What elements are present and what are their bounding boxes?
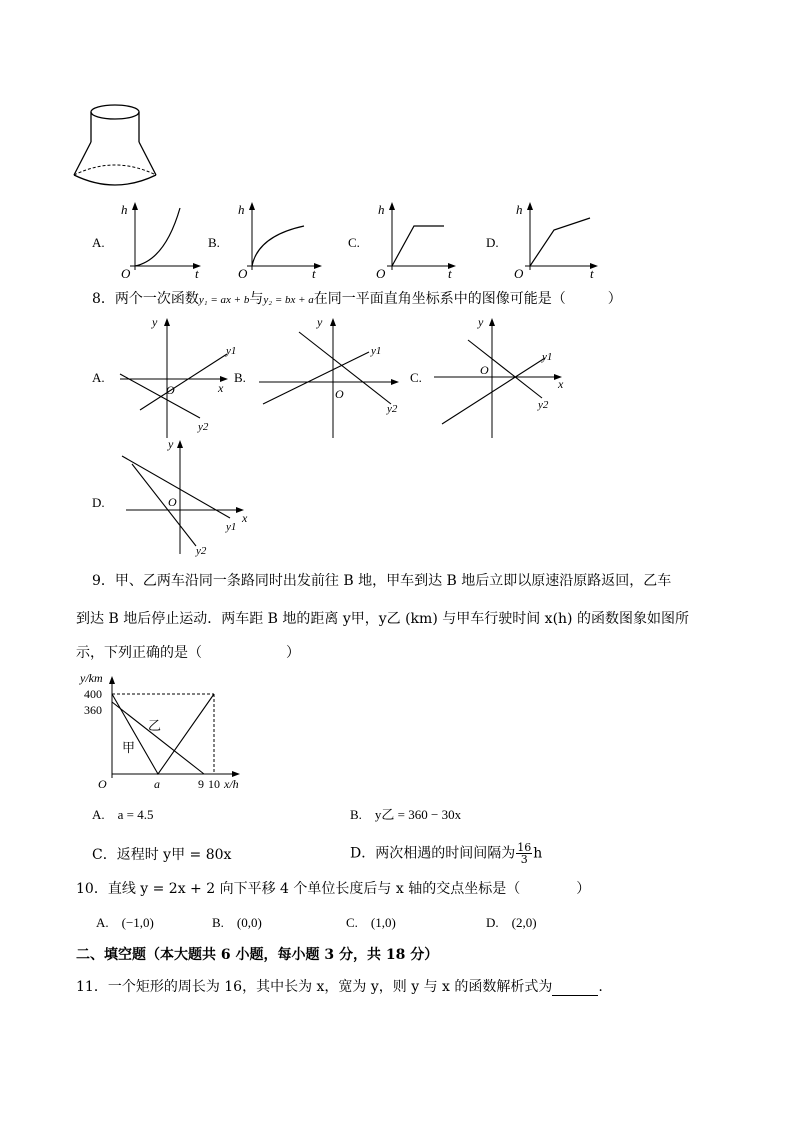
- q8-stem: [92, 290, 622, 309]
- q7-c-o: O: [376, 266, 386, 280]
- q9-y400: 400: [84, 687, 102, 701]
- q7-graph-c: [372, 198, 462, 280]
- q8-graph-b: [255, 312, 415, 440]
- q7-option-d-letter[interactable]: D.: [486, 235, 499, 250]
- q7-a-t: t: [195, 266, 199, 280]
- vessel-figure: [70, 100, 160, 190]
- q7-d-o: O: [514, 266, 524, 280]
- q7-graph-b: [232, 198, 327, 280]
- q8-prefix: 8．两个一次函数: [92, 291, 199, 307]
- q9-option-d[interactable]: D．两次相遇的时间间隔为 $\frac{16}{3}$ h: [350, 841, 543, 866]
- q9-ylabel: y/km: [80, 671, 103, 685]
- svg-text:y: y: [168, 437, 174, 451]
- q8-option-a-letter[interactable]: A.: [92, 370, 105, 385]
- svg-text:y: y: [317, 315, 323, 329]
- q9-line3: 示，下列正确的是（ ）: [76, 645, 300, 661]
- q9-option-a[interactable]: A. a = 4.5: [92, 807, 154, 822]
- q10-stem: 10．直线 y = 2x + 2 向下平移 4 个单位长度后与 x 轴的交点坐标是（ ）: [76, 881, 591, 897]
- q11-answer-blank[interactable]: [552, 981, 598, 996]
- q9-label-jia: 甲: [122, 740, 136, 755]
- q8-option-c-letter[interactable]: C.: [410, 370, 422, 385]
- q7-b-h: h: [238, 202, 245, 217]
- svg-text:y1: y1: [371, 345, 382, 357]
- q9-graph: [76, 668, 256, 793]
- q8-f2: y₂ = bx + a: [263, 294, 314, 306]
- q8-mid: 与: [249, 291, 264, 307]
- svg-text:x: x: [218, 381, 224, 395]
- q7-c-t: t: [448, 266, 452, 280]
- q7-d-h: h: [516, 202, 523, 217]
- svg-text:O: O: [335, 387, 344, 401]
- q10-option-a[interactable]: A. (−1,0): [96, 915, 154, 930]
- q10-option-d[interactable]: D. (2,0): [486, 915, 537, 930]
- q9-xa: a: [154, 777, 160, 791]
- q9-option-d-fraction: $\frac{16}{3}$: [517, 841, 532, 866]
- q9-x10: 10: [208, 777, 220, 791]
- svg-text:O: O: [168, 495, 177, 509]
- svg-text:O: O: [480, 363, 489, 377]
- svg-text:y2: y2: [198, 421, 209, 433]
- q9-label-yi: 乙: [148, 718, 162, 733]
- q9-line2: 到达 B 地后停止运动．两车距 B 地的距离 y甲，y乙 (km) 与甲车行驶时间 x(h) 的函数图象如图所: [76, 611, 689, 627]
- q9-option-c[interactable]: C．返程时 y甲 = 80x: [92, 847, 232, 863]
- q8-graph-a: [112, 312, 247, 440]
- svg-text:y: y: [478, 315, 484, 329]
- svg-text:x: x: [558, 377, 564, 391]
- q7-b-t: t: [312, 266, 316, 280]
- q9-origin: O: [98, 777, 107, 791]
- q7-option-a-letter[interactable]: A.: [92, 235, 105, 250]
- section-2-heading: 二、填空题（本大题共 6 小题，每小题 3 分，共 18 分）: [76, 947, 439, 963]
- svg-text:y1: y1: [226, 521, 237, 533]
- q8-graph-d: [112, 434, 257, 560]
- q9-line1: 9．甲、乙两车沿同一条路同时出发前往 B 地，甲车到达 B 地后立即以原速沿原路返回，乙车: [92, 573, 672, 589]
- svg-text:y1: y1: [226, 345, 237, 357]
- q10-option-b[interactable]: B. (0,0): [212, 915, 262, 930]
- q8-suffix: 在同一平面直角坐标系中的图像可能是（ ）: [313, 291, 622, 307]
- q8-graph-c: [430, 312, 580, 440]
- q9-y360: 360: [84, 703, 102, 717]
- q8-option-b-letter[interactable]: B.: [234, 370, 246, 385]
- svg-text:y2: y2: [387, 403, 398, 415]
- q8-option-d-letter[interactable]: D.: [92, 495, 105, 510]
- q7-a-o: O: [121, 266, 131, 280]
- q7-d-t: t: [590, 266, 594, 280]
- q7-option-c-letter[interactable]: C.: [348, 235, 360, 250]
- svg-text:y2: y2: [196, 545, 207, 557]
- q9-x9: 9: [198, 777, 204, 791]
- q11-text: 11．一个矩形的周长为 16，其中长为 x，宽为 y，则 y 与 x 的函数解析式为: [76, 979, 553, 995]
- q10-option-c[interactable]: C. (1,0): [346, 915, 396, 930]
- svg-text:x: x: [242, 511, 248, 525]
- q7-option-b-letter[interactable]: B.: [208, 235, 220, 250]
- q7-b-o: O: [238, 266, 248, 280]
- q7-a-h: h: [121, 202, 128, 217]
- q7-c-h: h: [378, 202, 385, 217]
- q9-xlabel: x/h: [224, 777, 239, 791]
- q11: 11．一个矩形的周长为 16，其中长为 x，宽为 y，则 y 与 x 的函数解析式为 .: [76, 979, 603, 995]
- svg-text:y: y: [152, 315, 158, 329]
- q8-f1: y₁ = ax + b: [198, 294, 250, 306]
- svg-text:y1: y1: [542, 351, 553, 363]
- svg-text:y2: y2: [538, 399, 549, 411]
- svg-text:O: O: [166, 383, 175, 397]
- q9-option-d-text: D．两次相遇的时间间隔为: [350, 845, 516, 862]
- q9-option-b[interactable]: B. y乙 = 360 − 30x: [350, 807, 462, 822]
- q7-graph-d: [510, 198, 605, 280]
- q7-graph-a: [115, 198, 205, 280]
